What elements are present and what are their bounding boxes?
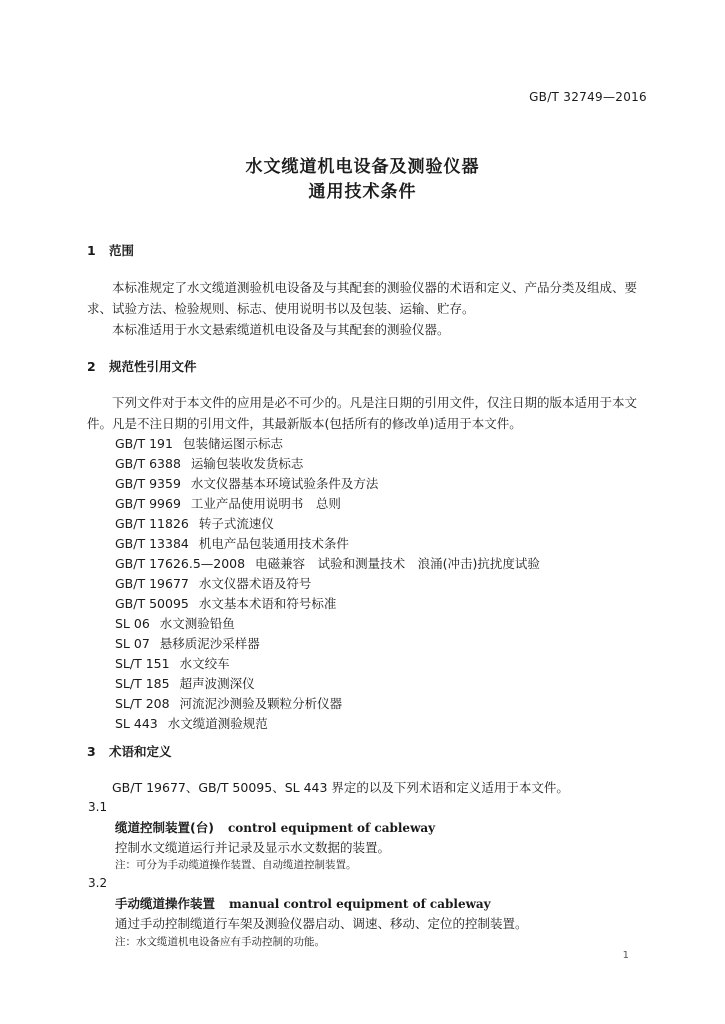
- document-title: 水文缆道机电设备及测验仪器: [245, 157, 480, 177]
- term-chinese: 缆道控制装置(台): [115, 820, 214, 835]
- reference-item: [115, 454, 303, 472]
- term-note: 注：可分为手动缆道操作装置、自动缆道控制装置。: [115, 859, 357, 871]
- reference-title: 电磁兼容 试验和测量技术 浪涌(冲击)抗扰度试验: [255, 556, 540, 571]
- reference-title: 超声波测深仪: [179, 676, 255, 691]
- reference-code: GB/T 17626.5—2008: [115, 556, 246, 571]
- section-title: 规范性引用文件: [109, 359, 197, 374]
- reference-item: [115, 434, 283, 452]
- paragraph-line: 本标准规定了水文缆道测验机电设备及与其配套的测验仪器的术语和定义、产品分类及组成、要: [112, 280, 638, 295]
- section-title: 范围: [109, 243, 135, 258]
- term-number: 3.1: [88, 800, 108, 814]
- reference-title: 水文基本术语和符号标准: [198, 596, 337, 611]
- section-heading-normative-references: [87, 357, 197, 375]
- page-number: 1: [622, 950, 629, 961]
- paragraph: [87, 392, 647, 434]
- reference-code: SL/T 185: [115, 676, 170, 691]
- term-definition: 通过手动控制缆道行车架及测验仪器启动、调速、移动、定位的控制装置。: [115, 916, 528, 931]
- paragraph: [87, 277, 647, 340]
- reference-item: [115, 634, 260, 652]
- section-number: 3: [87, 744, 96, 759]
- reference-code: SL 07: [115, 636, 150, 651]
- reference-item: [115, 654, 230, 672]
- reference-item: [115, 534, 349, 552]
- reference-title: 运输包装收发货标志: [190, 456, 304, 471]
- paragraph: [87, 777, 647, 798]
- reference-code: SL/T 208: [115, 696, 170, 711]
- paragraph-line: 求、试验方法、检验规则、标志、使用说明书以及包装、运输、贮存。: [87, 301, 475, 316]
- reference-item: [115, 714, 268, 732]
- reference-item: [115, 474, 378, 492]
- reference-title: 水文缆道测验规范: [167, 716, 268, 731]
- section-number: 2: [87, 359, 96, 374]
- term-heading: [115, 894, 491, 912]
- reference-code: GB/T 11826: [115, 516, 189, 531]
- term-heading: [115, 818, 435, 836]
- paragraph-line: 下列文件对于本文件的应用是必不可少的。凡是注日期的引用文件，仅注日期的版本适用于本文: [112, 395, 638, 410]
- reference-code: GB/T 9359: [115, 476, 181, 491]
- section-heading-terms: [87, 742, 172, 760]
- reference-title: 水文仪器术语及符号: [198, 576, 312, 591]
- reference-title: 转子式流速仪: [198, 516, 274, 531]
- reference-title: 水文绞车: [179, 656, 230, 671]
- reference-item: [115, 694, 342, 712]
- reference-title: 机电产品包装通用技术条件: [198, 536, 349, 551]
- reference-item: [115, 574, 311, 592]
- reference-item: [115, 554, 540, 572]
- section-heading-scope: [87, 241, 134, 259]
- reference-item: [115, 514, 274, 532]
- paragraph-line: GB/T 19677、GB/T 50095、SL 443 界定的以及下列术语和定义适用于本文件。: [112, 780, 569, 795]
- reference-code: GB/T 50095: [115, 596, 189, 611]
- reference-code: GB/T 13384: [115, 536, 189, 551]
- term-english: control equipment of cableway: [227, 821, 436, 835]
- reference-title: 包装储运图示标志: [182, 436, 283, 451]
- reference-code: SL/T 151: [115, 656, 170, 671]
- document-subtitle: 通用技术条件: [308, 182, 417, 202]
- reference-item: [115, 594, 336, 612]
- reference-code: SL 443: [115, 716, 158, 731]
- reference-title: 工业产品使用说明书 总则: [190, 496, 341, 511]
- term-number: 3.2: [88, 876, 108, 890]
- reference-code: GB/T 19677: [115, 576, 189, 591]
- term-chinese: 手动缆道操作装置: [115, 896, 216, 911]
- section-title: 术语和定义: [109, 744, 172, 759]
- reference-title: 悬移质泥沙采样器: [159, 636, 260, 651]
- reference-item: [115, 614, 235, 632]
- reference-title: 水文测验铅鱼: [159, 616, 235, 631]
- reference-item: [115, 674, 255, 692]
- reference-code: GB/T 9969: [115, 496, 181, 511]
- reference-code: GB/T 191: [115, 436, 173, 451]
- reference-code: SL 06: [115, 616, 150, 631]
- section-number: 1: [87, 243, 96, 258]
- term-note: 注：水文缆道机电设备应有手动控制的功能。: [115, 936, 325, 948]
- reference-title: 河流泥沙测验及颗粒分析仪器: [179, 696, 343, 711]
- term-english: manual control equipment of cableway: [229, 897, 491, 911]
- paragraph-line: 本标准适用于水文悬索缆道机电设备及与其配套的测验仪器。: [112, 322, 450, 337]
- standard-code: GB/T 32749—2016: [529, 90, 647, 104]
- paragraph-line: 件。凡是不注日期的引用文件，其最新版本(包括所有的修改单)适用于本文件。: [87, 416, 522, 431]
- reference-title: 水文仪器基本环境试验条件及方法: [190, 476, 379, 491]
- term-definition: 控制水文缆道运行并记录及显示水文数据的装置。: [115, 840, 391, 855]
- reference-item: [115, 494, 341, 512]
- reference-code: GB/T 6388: [115, 456, 181, 471]
